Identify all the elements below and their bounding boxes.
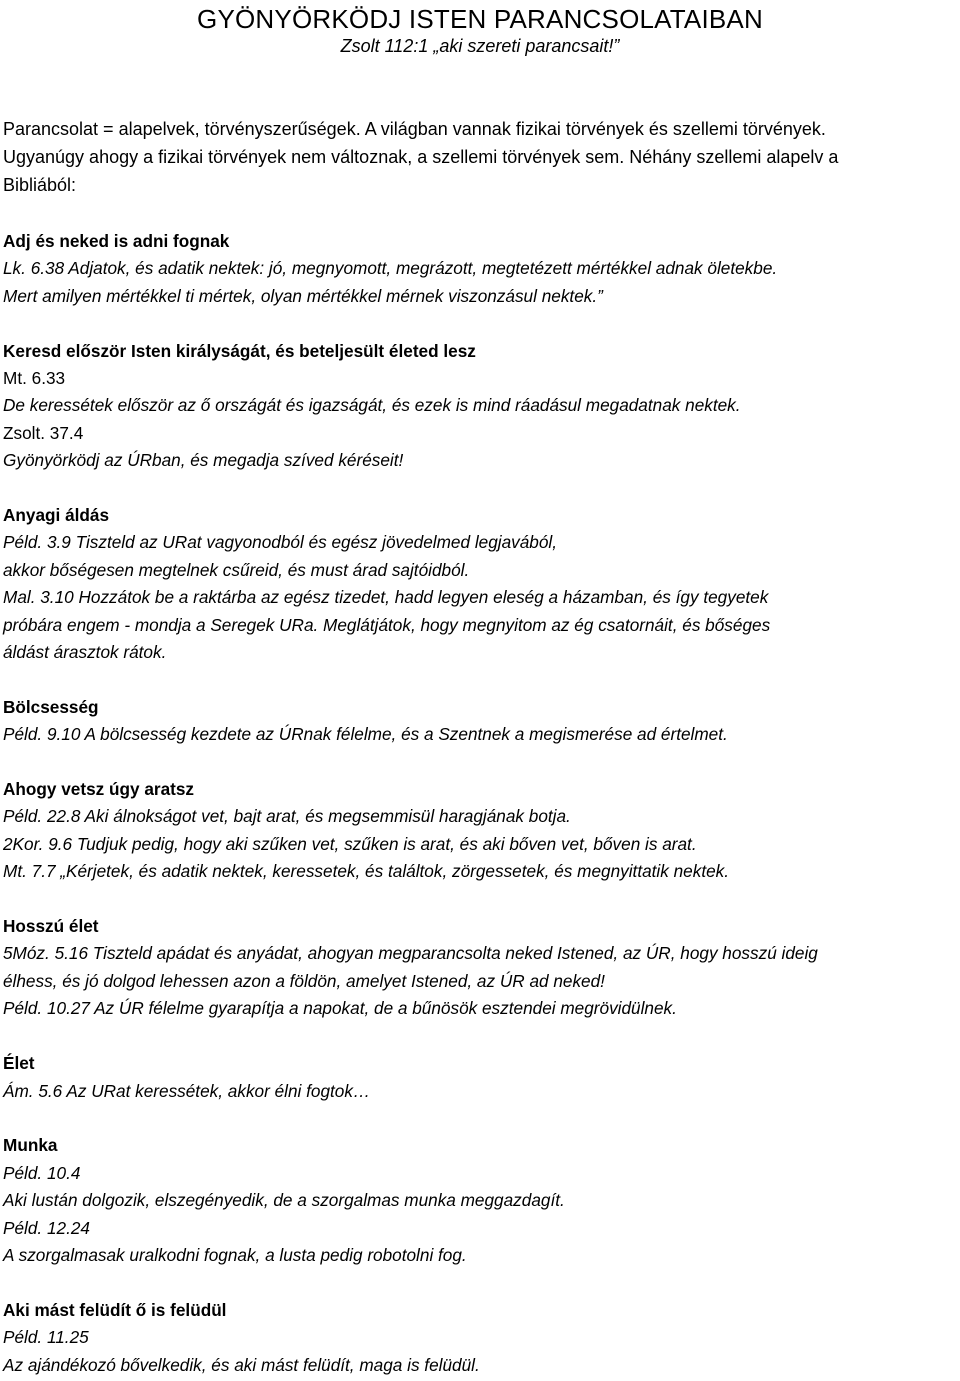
verse-line: Péld. 22.8 Aki álnokságot vet, bajt arat, és megsemmisül haragjának botja. (3, 806, 571, 827)
document-content (3, 228, 960, 1379)
section-heading: Adj és neked is adni fognak (3, 231, 230, 251)
verse-line: Péld. 9.10 A bölcsesség kezdete az ÚRnak félelme, és a Szentnek a megismerése ad értelmet. (3, 724, 728, 745)
intro-line: Bibliából: (3, 175, 77, 195)
verse-line: próbára engem - mondja a Seregek URa. Meglátjátok, hogy megnyitom az ég csatornáit, és bőséges (3, 614, 771, 635)
verse-line: Péld. 3.9 Tiszteld az URat vagyonodból és egész jövedelmed legjavából, (3, 532, 557, 553)
section-heading: Keresd először Isten királyságát, és beteljesült életed lesz (3, 340, 476, 361)
verse-line: De keressétek először az ő országát és igazságát, és ezek is mind ráadásul megadatnak nektek. (3, 395, 741, 416)
section-heading: Ahogy vetsz úgy aratsz (3, 779, 195, 800)
verse-reference: Zsolt. 37.4 (3, 422, 84, 443)
spacer (3, 1105, 960, 1132)
spacer (3, 475, 960, 502)
spacer (3, 666, 960, 693)
intro-line: Parancsolat = alapelvek, törvényszerűségek. A világban vannak fizikai törvények és szellemi törvények. (3, 119, 826, 139)
verse-line: Ám. 5.6 Az URat keressétek, akkor élni fogtok… (3, 1080, 371, 1101)
section-heading: Aki mást felüdít ő is felüdül (3, 1299, 227, 1320)
spacer (3, 886, 960, 913)
verse-reference: Mt. 6.33 (3, 368, 66, 389)
intro-paragraph (3, 115, 960, 199)
document-title: GYÖNYÖRKÖDJ ISTEN PARANCSOLATAIBAN (197, 4, 763, 34)
section-heading: Anyagi áldás (3, 505, 110, 526)
verse-line: élhess, és jó dolgod lehessen azon a földön, amelyet Istened, az ÚR ad neked! (3, 970, 605, 991)
verse-line: Az ajándékozó bővelkedik, és aki mást felüdít, maga is felüdül. (3, 1354, 480, 1375)
verse-line: 5Móz. 5.16 Tiszteld apádat és anyádat, ahogyan megparancsolta neked Istened, az ÚR, hogy hosszú ideig (3, 943, 818, 964)
verse-line: Lk. 6.38 Adjatok, és adatik nektek: jó, megnyomott, megrázott, megtetézett mértékkel adnak öletekbe. (3, 258, 778, 279)
section-heading: Hosszú élet (3, 916, 99, 937)
document-subtitle: Zsolt 112:1 „aki szereti parancsait!” (340, 36, 620, 56)
verse-line: Péld. 10.27 Az ÚR félelme gyarapítja a napokat, de a bűnösök esztendei megrövidülnek. (3, 998, 677, 1019)
verse-reference: Péld. 10.4 (3, 1162, 81, 1183)
verse-line: áldást árasztok rátok. (3, 642, 167, 663)
verse-line: 2Kor. 9.6 Tudjuk pedig, hogy aki szűken vet, szűken is arat, és aki bőven vet, bőven is arat. (3, 833, 697, 854)
spacer (3, 1269, 960, 1296)
spacer (3, 749, 960, 776)
verse-line: Mt. 7.7 „Kérjetek, és adatik nektek, keressetek, és találtok, zörgessetek, és megnyittatik nektek. (3, 861, 730, 882)
spacer (3, 1023, 960, 1050)
section-heading: Munka (3, 1135, 58, 1156)
verse-line: Aki lustán dolgozik, elszegényedik, de a szorgalmas munka meggazdagít. (3, 1190, 565, 1211)
verse-line: Mal. 3.10 Hozzátok be a raktárba az egész tizedet, hadd legyen eleség a házamban, és így tegyetek (3, 587, 769, 608)
section-heading: Bölcsesség (3, 696, 99, 717)
verse-reference: Péld. 12.24 (3, 1217, 90, 1238)
spacer (3, 310, 960, 337)
section-heading: Élet (3, 1053, 35, 1074)
verse-reference: Péld. 11.25 (3, 1327, 89, 1348)
verse-line: A szorgalmasak uralkodni fognak, a lusta pedig robotolni fog. (3, 1244, 467, 1265)
intro-line: Ugyanúgy ahogy a fizikai törvények nem változnak, a szellemi törvények sem. Néhány szellemi alapelv a (3, 147, 839, 167)
verse-line: akkor bőségesen megtelnek csűreid, és must árad sajtóidból. (3, 559, 470, 580)
verse-line: Mert amilyen mértékkel ti mértek, olyan mértékkel mérnek viszonzásul nektek.” (3, 285, 603, 306)
verse-line: Gyönyörködj az ÚRban, és megadja szíved kéréseit! (3, 450, 404, 471)
